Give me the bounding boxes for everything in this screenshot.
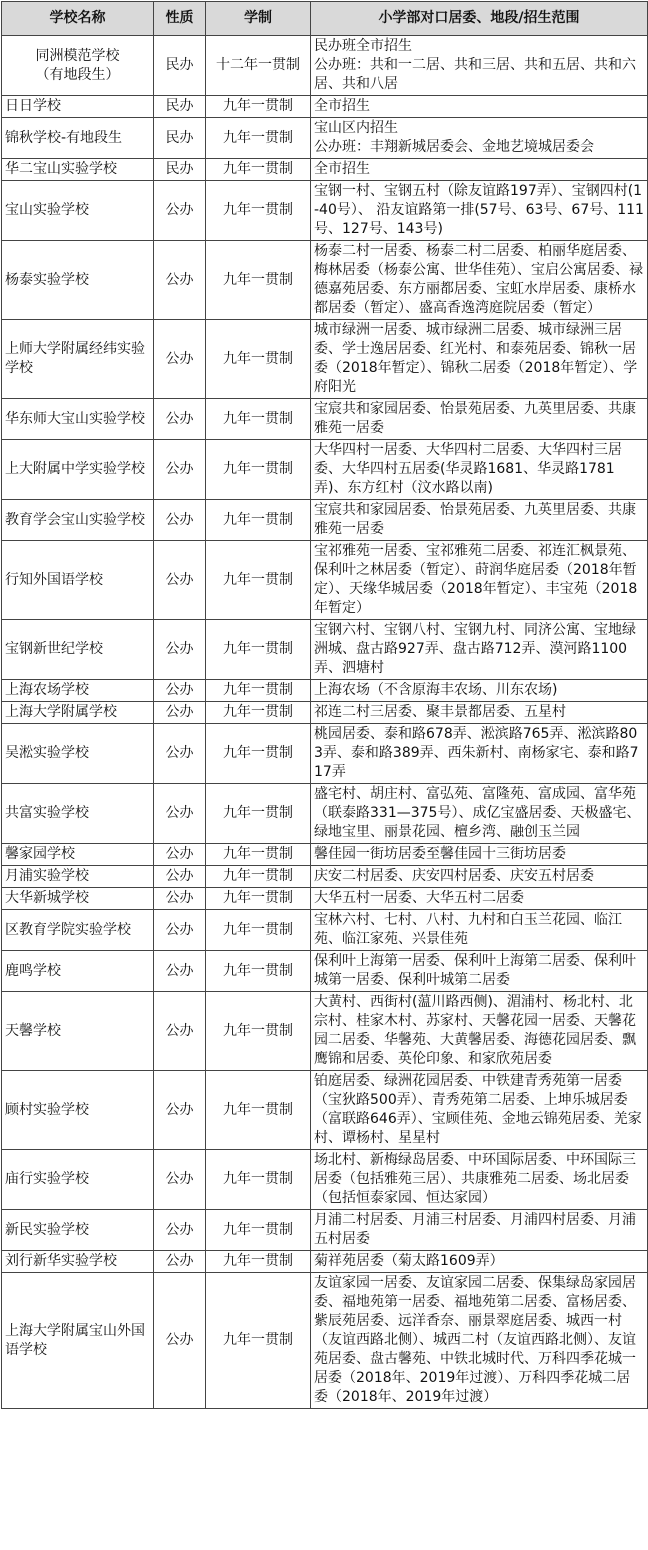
school-system-cell: 九年一贯制	[206, 118, 311, 159]
admission-area-cell: 场北村、新梅绿岛居委、中环国际居委、中环国际三居委（包括雅苑三居）、共康雅苑二居委、场北居委（包括恒泰家园、恒达家园）	[311, 1150, 648, 1210]
table-row	[2, 96, 648, 118]
table-row	[2, 1251, 648, 1273]
admission-area-cell: 月浦二村居委、月浦三村居委、月浦四村居委、月浦五村居委	[311, 1210, 648, 1251]
table-row	[2, 910, 648, 951]
school-system-cell: 九年一贯制	[206, 96, 311, 118]
school-name-cell: 上海大学附属学校	[2, 702, 154, 724]
table-row	[2, 181, 648, 241]
admission-area-cell: 庆安二村居委、庆安四村居委、庆安五村居委	[311, 866, 648, 888]
school-system-cell: 九年一贯制	[206, 181, 311, 241]
school-name-cell: 顾村实验学校	[2, 1071, 154, 1150]
school-system-cell: 九年一贯制	[206, 951, 311, 992]
school-type-cell: 公办	[154, 399, 206, 440]
header-school-system: 学制	[206, 2, 311, 36]
table-row	[2, 500, 648, 541]
school-type-cell: 公办	[154, 440, 206, 500]
school-name-cell: 共富实验学校	[2, 784, 154, 844]
school-system-cell: 九年一贯制	[206, 399, 311, 440]
school-name-cell: 教育学会宝山实验学校	[2, 500, 154, 541]
school-type-cell: 公办	[154, 724, 206, 784]
school-type-cell: 公办	[154, 1210, 206, 1251]
school-type-cell: 公办	[154, 500, 206, 541]
school-system-cell: 九年一贯制	[206, 992, 311, 1071]
school-system-cell: 九年一贯制	[206, 320, 311, 399]
school-name-cell: 上海农场学校	[2, 680, 154, 702]
table-row	[2, 866, 648, 888]
school-system-cell: 九年一贯制	[206, 1071, 311, 1150]
admission-area-cell: 菊祥苑居委（菊太路1609弄）	[311, 1251, 648, 1273]
school-type-cell: 公办	[154, 1251, 206, 1273]
school-type-cell: 公办	[154, 784, 206, 844]
school-system-cell: 九年一贯制	[206, 159, 311, 181]
admission-area-cell: 全市招生	[311, 96, 648, 118]
school-system-cell: 九年一贯制	[206, 440, 311, 500]
school-name-cell: 杨泰实验学校	[2, 241, 154, 320]
header-school-type: 性质	[154, 2, 206, 36]
table-row	[2, 1150, 648, 1210]
table-row	[2, 36, 648, 96]
school-name-cell: 上师大学附属经纬实验学校	[2, 320, 154, 399]
table-row	[2, 440, 648, 500]
table-row	[2, 680, 648, 702]
school-system-cell: 九年一贯制	[206, 680, 311, 702]
school-system-cell: 九年一贯制	[206, 241, 311, 320]
admission-area-cell: 大华五村一居委、大华五村二居委	[311, 888, 648, 910]
table-row	[2, 159, 648, 181]
school-type-cell: 公办	[154, 910, 206, 951]
school-type-cell: 公办	[154, 680, 206, 702]
school-system-cell: 九年一贯制	[206, 1251, 311, 1273]
admission-area-cell: 保利叶上海第一居委、保利叶上海第二居委、保利叶城第一居委、保利叶城第二居委	[311, 951, 648, 992]
school-type-cell: 公办	[154, 844, 206, 866]
school-system-cell: 九年一贯制	[206, 844, 311, 866]
table-row	[2, 888, 648, 910]
admission-area-cell: 桃园居委、泰和路678弄、淞滨路765弄、淞滨路803弄、泰和路389弄、西朱新村、南杨家宅、泰和路717弄	[311, 724, 648, 784]
school-system-cell: 九年一贯制	[206, 702, 311, 724]
school-system-cell: 九年一贯制	[206, 620, 311, 680]
table-row	[2, 1210, 648, 1251]
admission-area-cell: 宝祁雅苑一居委、宝祁雅苑二居委、祁连汇枫景苑、保利叶之林居委（暂定）、莳润华庭居委（2018年暂定）、天缘华城居委（2018年暂定）、丰宝苑（2018年暂定）	[311, 541, 648, 620]
table-row	[2, 844, 648, 866]
school-type-cell: 公办	[154, 541, 206, 620]
admission-area-cell: 铂庭居委、绿洲花园居委、中铁建青秀苑第一居委（宝狄路500弄）、青秀苑第二居委、上坤乐城居委（富联路646弄）、宝顾佳苑、金地云锦苑居委、羌家村、谭杨村、星星村	[311, 1071, 648, 1150]
school-type-cell: 公办	[154, 241, 206, 320]
school-name-cell: 鹿鸣学校	[2, 951, 154, 992]
school-type-cell: 民办	[154, 118, 206, 159]
school-system-cell: 九年一贯制	[206, 784, 311, 844]
table-row	[2, 1071, 648, 1150]
school-name-cell: 区教育学院实验学校	[2, 910, 154, 951]
admission-area-cell: 盛宅村、胡庄村、富弘苑、富隆苑、富成园、富华苑（联泰路331—375号）、成亿宝盛居委、天极盛宅、绿地宝里、丽景花园、檀乡湾、融创玉兰园	[311, 784, 648, 844]
school-type-cell: 公办	[154, 1071, 206, 1150]
admission-area-cell: 杨泰二村一居委、杨泰二村二居委、柏丽华庭居委、梅林居委（杨泰公寓、世华佳苑）、宝启公寓居委、禄德嘉苑居委、东方丽都居委、宝虹水岸居委、康桥水都居委（暂定）、盛高香逸湾庭院居委（暂定）	[311, 241, 648, 320]
school-system-cell: 九年一贯制	[206, 910, 311, 951]
school-name-cell: 上海大学附属宝山外国语学校	[2, 1273, 154, 1409]
school-name-cell: 新民实验学校	[2, 1210, 154, 1251]
school-system-cell: 九年一贯制	[206, 1150, 311, 1210]
table-row	[2, 399, 648, 440]
school-name-cell: 上大附属中学实验学校	[2, 440, 154, 500]
table-row	[2, 241, 648, 320]
table-row	[2, 992, 648, 1071]
school-type-cell: 公办	[154, 1273, 206, 1409]
admission-area-cell: 宝山区内招生 公办班：丰翔新城居委会、金地艺境城居委会	[311, 118, 648, 159]
admission-area-cell: 宝钢六村、宝钢八村、宝钢九村、同济公寓、宝地绿洲城、盘古路927弄、盘古路712弄、漠河路1100弄、泗塘村	[311, 620, 648, 680]
admission-area-cell: 宝宸共和家园居委、怡景苑居委、九英里居委、共康雅苑一居委	[311, 399, 648, 440]
school-name-cell: 天馨学校	[2, 992, 154, 1071]
header-row	[2, 2, 648, 36]
school-system-cell: 九年一贯制	[206, 500, 311, 541]
school-type-cell: 公办	[154, 866, 206, 888]
school-type-cell: 公办	[154, 951, 206, 992]
school-system-cell: 九年一贯制	[206, 1210, 311, 1251]
header-school-name: 学校名称	[2, 2, 154, 36]
admission-area-cell: 馨佳园一街坊居委至馨佳园十三街坊居委	[311, 844, 648, 866]
admission-area-cell: 上海农场（不含原海丰农场、川东农场)	[311, 680, 648, 702]
school-system-cell: 九年一贯制	[206, 866, 311, 888]
school-admission-table	[1, 1, 648, 1409]
school-name-cell: 锦秋学校-有地段生	[2, 118, 154, 159]
school-name-cell: 宝山实验学校	[2, 181, 154, 241]
table-body	[2, 36, 648, 1409]
table-row	[2, 724, 648, 784]
school-type-cell: 公办	[154, 181, 206, 241]
school-type-cell: 民办	[154, 96, 206, 118]
school-name-cell: 同洲模范学校 （有地段生）	[2, 36, 154, 96]
admission-area-cell: 宝钢一村、宝钢五村（除友谊路197弄）、宝钢四村(1-40号）、 沿友谊路第一排(57号、63号、67号、111号、127号、143号)	[311, 181, 648, 241]
table-row	[2, 702, 648, 724]
school-system-cell: 九年一贯制	[206, 888, 311, 910]
admission-area-cell: 大华四村一居委、大华四村二居委、大华四村三居委、大华四村五居委(华灵路1681、华灵路1781弄)、东方红村（汶水路以南)	[311, 440, 648, 500]
table-row	[2, 784, 648, 844]
school-type-cell: 公办	[154, 620, 206, 680]
admission-area-cell: 民办班全市招生 公办班：共和一二居、共和三居、共和五居、共和六居、共和八居	[311, 36, 648, 96]
school-type-cell: 公办	[154, 888, 206, 910]
school-system-cell: 九年一贯制	[206, 541, 311, 620]
admission-area-cell: 城市绿洲一居委、城市绿洲二居委、城市绿洲三居委、学士逸居居委、红光村、和泰苑居委、锦秋一居委（2018年暂定）、锦秋二居委（2018年暂定）、学府阳光	[311, 320, 648, 399]
school-name-cell: 刘行新华实验学校	[2, 1251, 154, 1273]
header-admission-area: 小学部对口居委、地段/招生范围	[311, 2, 648, 36]
school-type-cell: 民办	[154, 36, 206, 96]
school-system-cell: 十二年一贯制	[206, 36, 311, 96]
admission-area-cell: 宝林六村、七村、八村、九村和白玉兰花园、临江苑、临江家苑、兴景佳苑	[311, 910, 648, 951]
school-name-cell: 大华新城学校	[2, 888, 154, 910]
school-type-cell: 公办	[154, 1150, 206, 1210]
admission-area-cell: 友谊家园一居委、友谊家园二居委、保集绿岛家园居委、福地苑第一居委、福地苑第二居委、富杨居委、紫辰苑居委、远洋香奈、丽景翠庭居委、城西一村（友谊西路北侧）、城西二村（友谊西路北侧）、友谊苑居委、盘古馨苑、中铁北城时代、万科四季花城一居委（2018年、2019年过渡）、万科四季花城二居委（2018年、2019年过渡）	[311, 1273, 648, 1409]
table-row	[2, 320, 648, 399]
admission-area-cell: 全市招生	[311, 159, 648, 181]
school-name-cell: 吴淞实验学校	[2, 724, 154, 784]
table-row	[2, 118, 648, 159]
table-row	[2, 951, 648, 992]
table-row	[2, 1273, 648, 1409]
school-name-cell: 行知外国语学校	[2, 541, 154, 620]
school-type-cell: 公办	[154, 702, 206, 724]
school-system-cell: 九年一贯制	[206, 724, 311, 784]
table-row	[2, 620, 648, 680]
school-name-cell: 日日学校	[2, 96, 154, 118]
school-name-cell: 宝钢新世纪学校	[2, 620, 154, 680]
school-name-cell: 月浦实验学校	[2, 866, 154, 888]
school-system-cell: 九年一贯制	[206, 1273, 311, 1409]
school-name-cell: 庙行实验学校	[2, 1150, 154, 1210]
admission-area-cell: 宝宸共和家园居委、怡景苑居委、九英里居委、共康雅苑一居委	[311, 500, 648, 541]
school-type-cell: 公办	[154, 992, 206, 1071]
admission-area-cell: 祁连二村三居委、聚丰景都居委、五星村	[311, 702, 648, 724]
school-name-cell: 华二宝山实验学校	[2, 159, 154, 181]
school-name-cell: 馨家园学校	[2, 844, 154, 866]
school-name-cell: 华东师大宝山实验学校	[2, 399, 154, 440]
admission-area-cell: 大黄村、西街村(蕰川路西侧)、湄浦村、杨北村、北宗村、桂家木村、苏家村、天馨花园一居委、天馨花园二居委、华馨苑、大黄馨居委、海德花园居委、飘鹰锦和居委、英伦印象、和家欣苑居委	[311, 992, 648, 1071]
table-row	[2, 541, 648, 620]
school-type-cell: 民办	[154, 159, 206, 181]
school-type-cell: 公办	[154, 320, 206, 399]
